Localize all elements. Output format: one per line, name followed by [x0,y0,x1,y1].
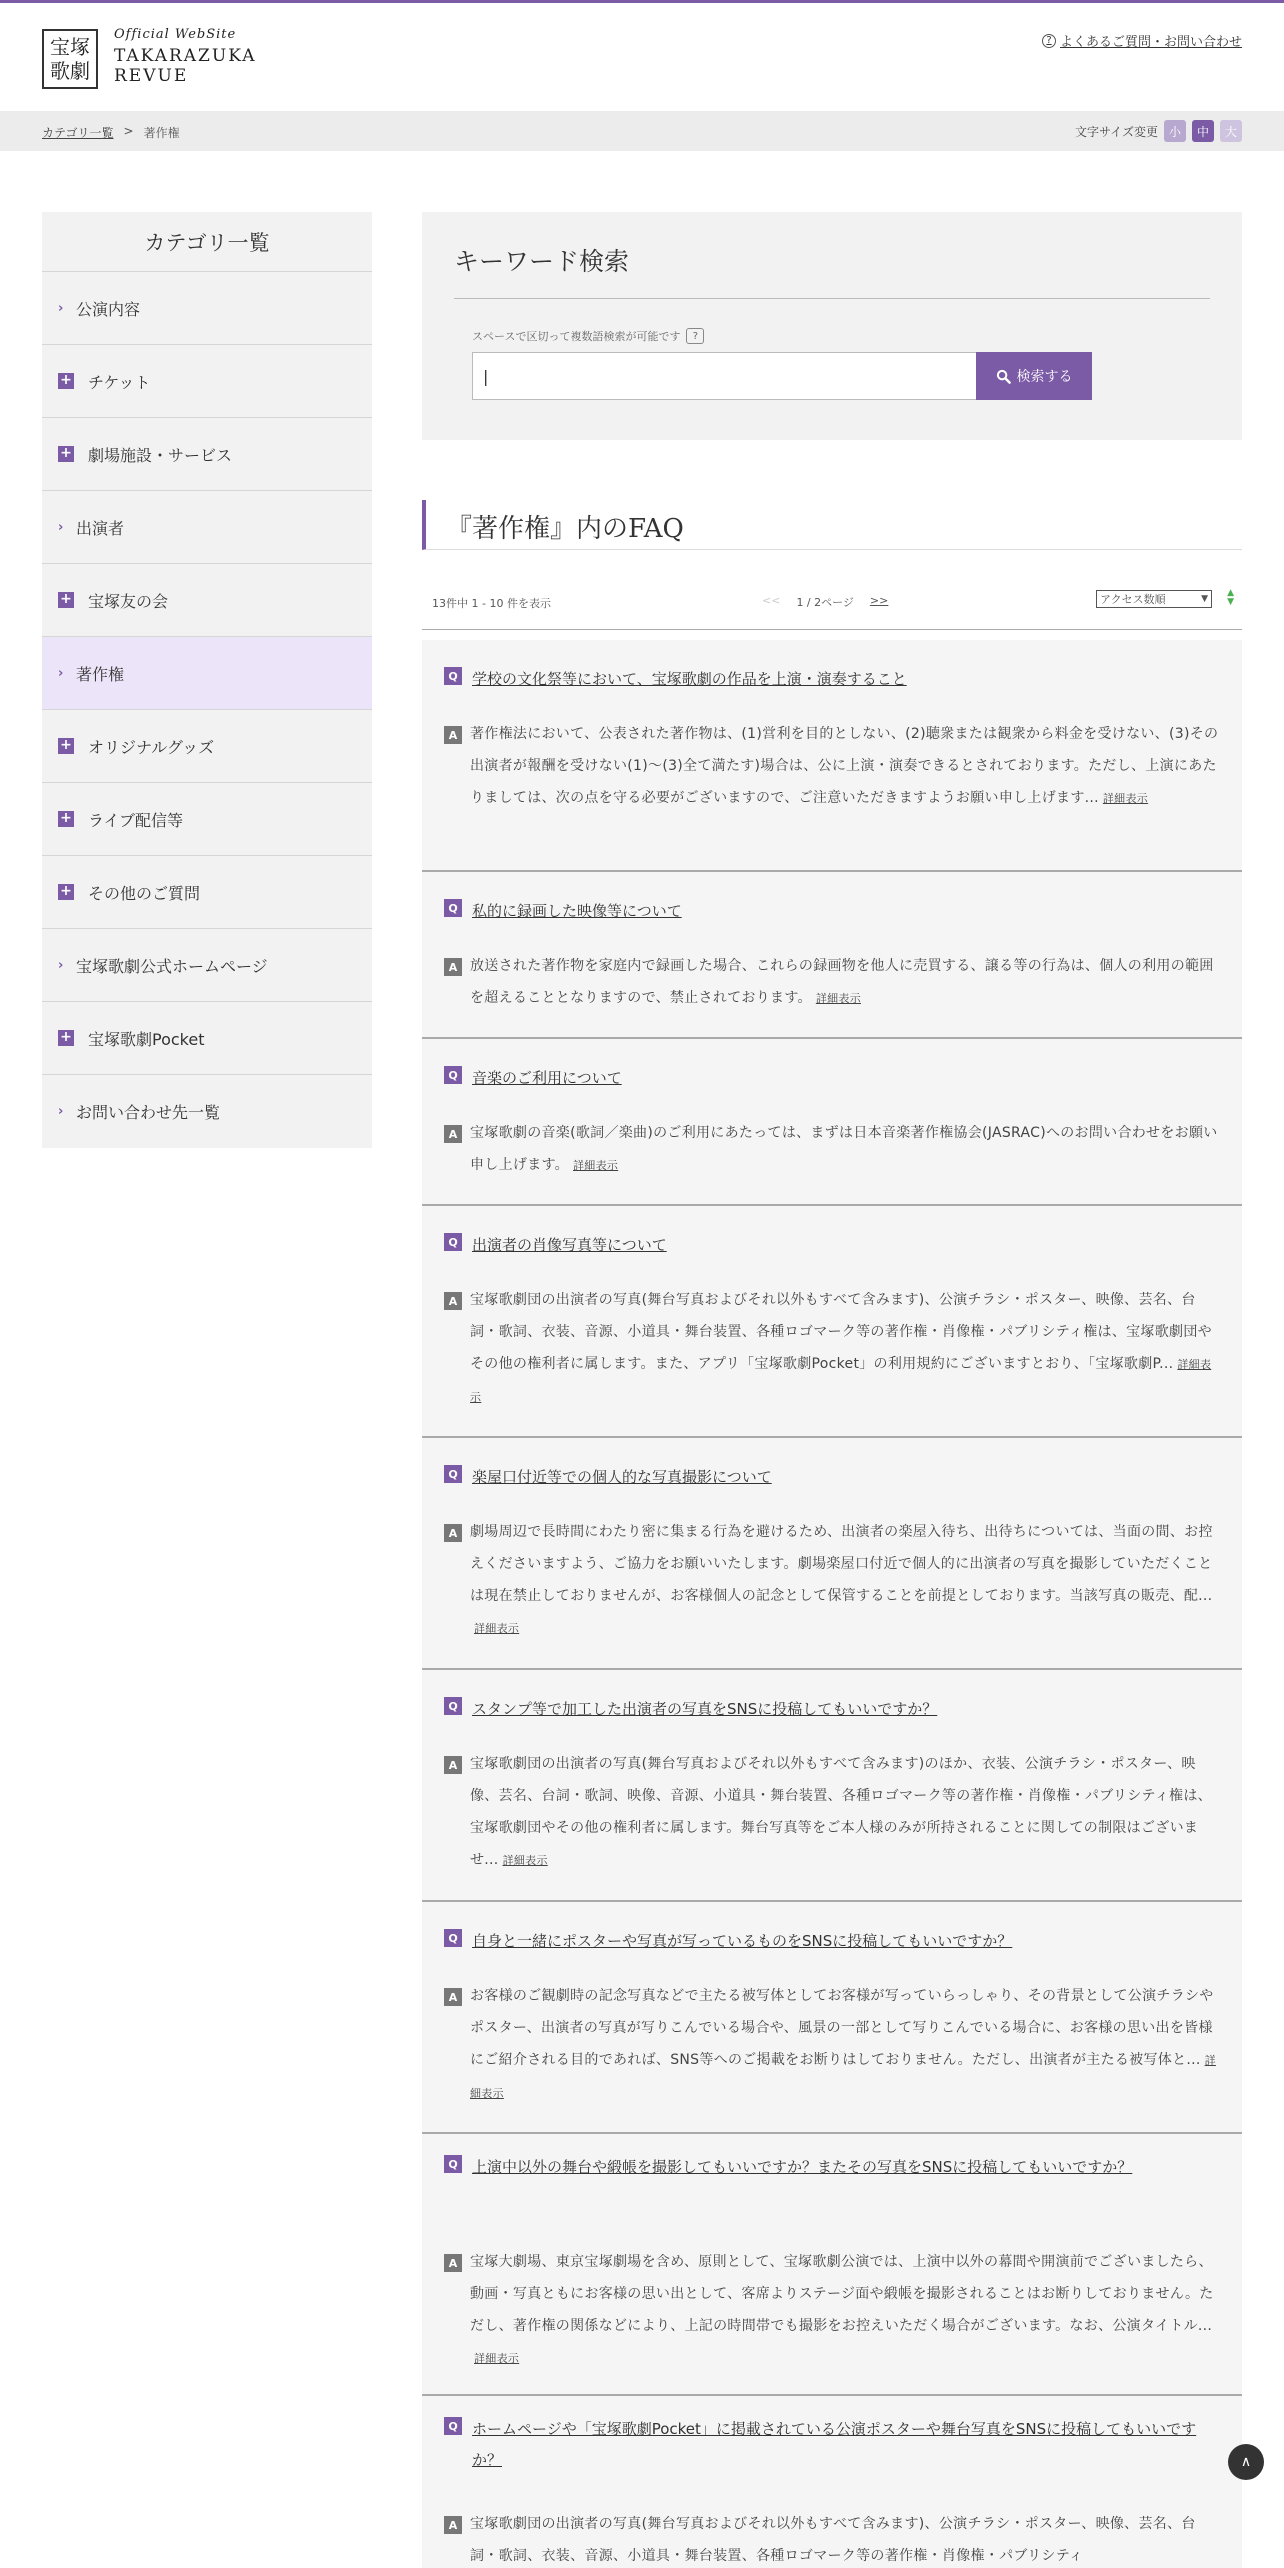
sidebar-item-label: その他のご質問 [88,883,201,903]
plus-icon: + [58,446,74,462]
font-size-medium-button[interactable]: 中 [1192,120,1214,142]
sidebar-item-label: 宝塚友の会 [88,591,169,611]
faq-question-link[interactable]: 自身と一緒にポスターや写真が写っているものをSNSに投稿してもいいですか？ [472,1932,1013,1950]
font-size-label: 文字サイズ変更 [1074,124,1158,139]
question-badge-icon: Q [444,1929,462,1947]
question-badge-icon: Q [444,1697,462,1715]
question-badge-icon: Q [444,899,462,917]
sidebar-item-label: 宝塚歌劇Pocket [88,1029,205,1049]
help-icon[interactable]: ? [686,328,704,344]
sidebar-item[interactable] [42,783,372,856]
faq-answer-text: 著作権法において、公表された著作物は、(1)営利を目的としない、(2)聴衆または観衆から料金を受けない、(3)その出演者が報酬を受けない(1)～(3)全て満たす)場合は、公に上演・演奏できるとされております。ただし、上演にあたりましては、次の点を守る必要がございますので、ご注意いただきますようお願い申し上げます... [470,726,1219,806]
faq-question-link[interactable]: 音楽のご利用について [472,1069,622,1087]
category-sidebar [42,212,372,1148]
plus-icon: + [58,373,74,389]
plus-icon: + [58,811,74,827]
breadcrumb-root[interactable]: カテゴリ一覧 [42,126,114,140]
question-badge-icon: Q [444,1066,462,1084]
faq-heading-text: 『著作権』内のFAQ [446,514,684,544]
question-badge-icon: Q [444,2417,462,2435]
faq-question[interactable] [444,896,1212,927]
result-pager [422,580,1242,630]
faq-item [422,1670,1242,1902]
sidebar-item[interactable] [42,637,372,710]
faq-item [422,1902,1242,2134]
faq-answer-text: お客様のご観劇時の記念写真などで主たる被写体としてお客様が写っていらっしゃり、その背景として公演チラシやポスター、出演者の写真が写りこんでいる場合や、風景の一部として写りこんでいる場合に、お客様の思い出を皆様にご紹介される目的であれば、SNS等へのご掲載をお断りはしておりません。ただし、出演者が主たる被写体と... [470,1988,1214,2068]
faq-question-link[interactable]: 私的に録画した映像等について [472,902,682,920]
sidebar-item-label: 公演内容 [76,299,141,319]
faq-answer-text: 劇場周辺で長時間にわたり密に集まる行為を避けるため、出演者の楽屋入待ち、出待ちについては、当面の間、お控えくださいますよう、ご協力をお願いいたします。劇場楽屋口付近で個人的に出演者の写真を撮影していただくことは現在禁止しておりませんが、お客様個人の記念として保管することを前提としております。当該写真の販売、配... [470,1524,1213,1604]
detail-link[interactable]: 詳細表示 [474,2352,520,2365]
chevron-right-icon: › [58,519,64,535]
faq-answer [470,1748,1220,1877]
sidebar-item-label: 出演者 [76,518,125,538]
scroll-top-button[interactable]: ∧ [1228,2444,1264,2480]
answer-badge-icon: A [444,958,462,976]
chevron-right-icon: › [58,957,64,973]
sidebar-item[interactable] [42,856,372,929]
faq-item [422,640,1242,872]
font-size-switcher [1075,120,1242,142]
faq-question[interactable] [444,2414,1212,2476]
sidebar-item[interactable] [42,564,372,637]
search-input-value: | [483,366,489,386]
logo-icon[interactable]: 宝塚 歌劇 [42,29,98,89]
chevron-right-icon: › [58,1104,64,1119]
sidebar-item[interactable] [42,491,372,564]
plus-icon: + [58,738,74,754]
sidebar-item-label: オリジナルグッズ [88,737,215,757]
faq-question-link[interactable]: 楽屋口付近等での個人的な写真撮影について [472,1468,772,1486]
faq-item [422,1206,1242,1438]
answer-badge-icon: A [444,1125,462,1143]
faq-question-link[interactable]: スタンプ等で加工した出演者の写真をSNSに投稿してもいいですか？ [472,1700,938,1718]
faq-contact-link[interactable] [1042,31,1242,50]
answer-badge-icon: A [444,2254,462,2272]
search-button-label: 検索する [1016,369,1073,385]
detail-link[interactable]: 詳細表示 [474,1622,520,1635]
faq-answer-text: 放送された著作物を家庭内で録画した場合、これらの録画物を他人に売買する、譲る等の行為は、個人の利用の範囲を超えることとなりますので、禁止されております。 [470,958,1214,1006]
sort-select-value: アクセス数順 [1100,593,1166,606]
faq-question[interactable] [444,2152,1212,2183]
result-count: 13件中 1 - 10 件を表示 [432,597,551,610]
sidebar-item[interactable] [42,345,372,418]
question-badge-icon: Q [444,667,462,685]
question-badge-icon: Q [444,1465,462,1483]
faq-item [422,2396,1242,2568]
plus-icon: + [58,592,74,608]
detail-link[interactable]: 詳細表示 [502,1854,548,1867]
site-logo-text[interactable] [114,27,256,86]
question-badge-icon: Q [444,2155,462,2173]
answer-badge-icon: A [444,726,462,744]
sidebar-item[interactable] [42,710,372,783]
sidebar-item-label: チケット [88,372,151,392]
faq-question-link[interactable]: 出演者の肖像写真等について [472,1236,667,1254]
breadcrumb-separator: > [123,124,134,138]
question-badge-icon: Q [444,1233,462,1251]
search-input[interactable] [472,352,980,400]
faq-item [422,872,1242,1039]
faq-question[interactable] [444,1694,1212,1725]
search-hint [472,328,704,344]
chevron-down-icon: ▼ [1201,594,1208,604]
detail-link[interactable]: 詳細表示 [572,1159,619,1172]
faq-answer [470,718,1220,815]
chevron-right-icon: › [58,300,64,316]
prev-page-link: << [762,594,781,607]
detail-link[interactable]: 詳細表示 [470,2054,1216,2100]
faq-question[interactable] [444,664,1212,695]
sidebar-item[interactable] [42,1075,372,1148]
page-indicator: 1 / 2ページ [796,596,854,609]
answer-badge-icon: A [444,2516,462,2534]
detail-link[interactable]: 詳細表示 [1102,792,1149,805]
sidebar-item[interactable] [42,272,372,345]
faq-answer-text: 宝塚歌劇の音楽(歌詞／楽曲)のご利用にあたっては、まずは日本音楽著作権協会(JASRAC)へのお問い合わせをお願い申し上げます。 [470,1125,1218,1173]
faq-item [422,2134,1242,2396]
search-title: キーワード検索 [454,247,630,276]
faq-answer-text: 宝塚歌劇団の出演者の写真(舞台写真およびそれ以外もすべて含みます)、公演チラシ・ポスター、映像、芸名、台詞・歌詞、衣装、音源、小道具・舞台装置、各種ロゴマーク等の著作権・肖像権・パブリシティ権は、宝塚歌劇団やその他の権利者に属します。また、アプリ「宝塚歌劇Pocket」の利用規約にございますとおり、「宝塚歌劇P... [470,1292,1212,1372]
logo-name-1: TAKARAZUKA [114,46,257,66]
faq-question[interactable] [444,1462,1212,1493]
faq-contact-label: よくあるご質問・お問い合わせ [1059,35,1242,50]
breadcrumb-bar [0,111,1284,151]
site-header [0,3,1284,111]
sidebar-item[interactable] [42,1002,372,1075]
chevron-right-icon: › [58,665,64,681]
detail-link[interactable]: 詳細表示 [470,1358,1212,1404]
search-hint-text: スペースで区切って複数語検索が可能です [472,330,681,343]
faq-item [422,1438,1242,1670]
faq-answer [470,2508,1220,2568]
sort-order-icon[interactable]: ▲ ▼ [1227,588,1234,607]
sort-select[interactable] [1096,590,1212,608]
next-page-link[interactable]: >> [869,594,889,607]
keyword-search-panel [422,212,1242,440]
faq-question-link[interactable]: 上演中以外の舞台や緞帳を撮影してもいいですか？またその写真をSNSに投稿してもいいですか？ [472,2158,1133,2176]
search-icon [996,369,1011,384]
sidebar-item-label: 劇場施設・サービス [88,445,233,465]
breadcrumb-current: 著作権 [143,126,180,140]
faq-answer [470,1980,1220,2110]
sidebar-item-label: ライブ配信等 [88,810,184,830]
faq-question[interactable] [444,1063,1212,1094]
answer-badge-icon: A [444,1756,462,1774]
faq-answer [470,1117,1220,1182]
faq-question-link[interactable]: 学校の文化祭等において、宝塚歌劇の作品を上演・演奏すること [472,670,907,688]
faq-answer-text: 宝塚歌劇団の出演者の写真(舞台写真およびそれ以外もすべて含みます)、公演チラシ・ポスター、映像、芸名、台詞・歌詞、衣装、音源、小道具・舞台装置、各種ロゴマーク等の著作権・肖像権・パブリシティ [470,2516,1196,2564]
logo-official: Official WebSite [114,27,237,42]
search-button[interactable] [976,352,1092,400]
faq-answer [470,1284,1220,1414]
answer-badge-icon: A [444,1524,462,1542]
faq-answer [470,1516,1220,1645]
faq-answer [470,2246,1220,2375]
breadcrumb [42,124,180,141]
question-circle-icon: ? [1042,34,1056,48]
faq-answer [470,950,1220,1015]
faq-item [422,1039,1242,1206]
sidebar-item[interactable] [42,929,372,1002]
answer-badge-icon: A [444,1988,462,2006]
font-size-small-button[interactable]: 小 [1164,120,1186,142]
detail-link[interactable]: 詳細表示 [815,992,862,1005]
faq-question[interactable] [444,1926,1212,1957]
sidebar-item[interactable] [42,418,372,491]
sidebar-item-label: お問い合わせ先一覧 [76,1103,221,1122]
sidebar-item-label: 宝塚歌劇公式ホームページ [76,956,268,976]
divider [454,298,1210,299]
font-size-large-button[interactable]: 大 [1220,120,1242,142]
faq-question[interactable] [444,1230,1212,1261]
logo-name-2: REVUE [114,66,189,86]
sidebar-item-label: 著作権 [76,664,125,684]
faq-answer-text: 宝塚大劇場、東京宝塚劇場を含め、原則として、宝塚歌劇公演では、上演中以外の幕間や開演前でございましたら、動画・写真ともにお客様の思い出として、客席よりステージ面や緞帳を撮影されることはお断りしておりません。ただし、著作権の関係などにより、上記の時間帯でも撮影をお控えいただく場合がございます。なお、公演タイトル... [470,2254,1214,2334]
faq-answer-text: 宝塚歌劇団の出演者の写真(舞台写真およびそれ以外もすべて含みます)のほか、衣装、公演チラシ・ポスター、映像、芸名、台詞・歌詞、映像、音源、小道具・舞台装置、各種ロゴマーク等の著作権・肖像権・パブリシティ権は、宝塚歌劇団やその他の権利者に属します。舞台写真等をご本人様のみが所持されることに関しての制限はございませ... [470,1756,1212,1868]
plus-icon: + [58,1030,74,1046]
answer-badge-icon: A [444,1292,462,1310]
faq-section-heading [422,500,1242,550]
pagination [762,594,888,610]
sidebar-title: カテゴリ一覧 [42,212,372,272]
plus-icon: + [58,884,74,900]
faq-question-link[interactable]: ホームページや「宝塚歌劇Pocket」に掲載されている公演ポスターや舞台写真をSNSに投稿してもいいですか？ [472,2420,1197,2469]
